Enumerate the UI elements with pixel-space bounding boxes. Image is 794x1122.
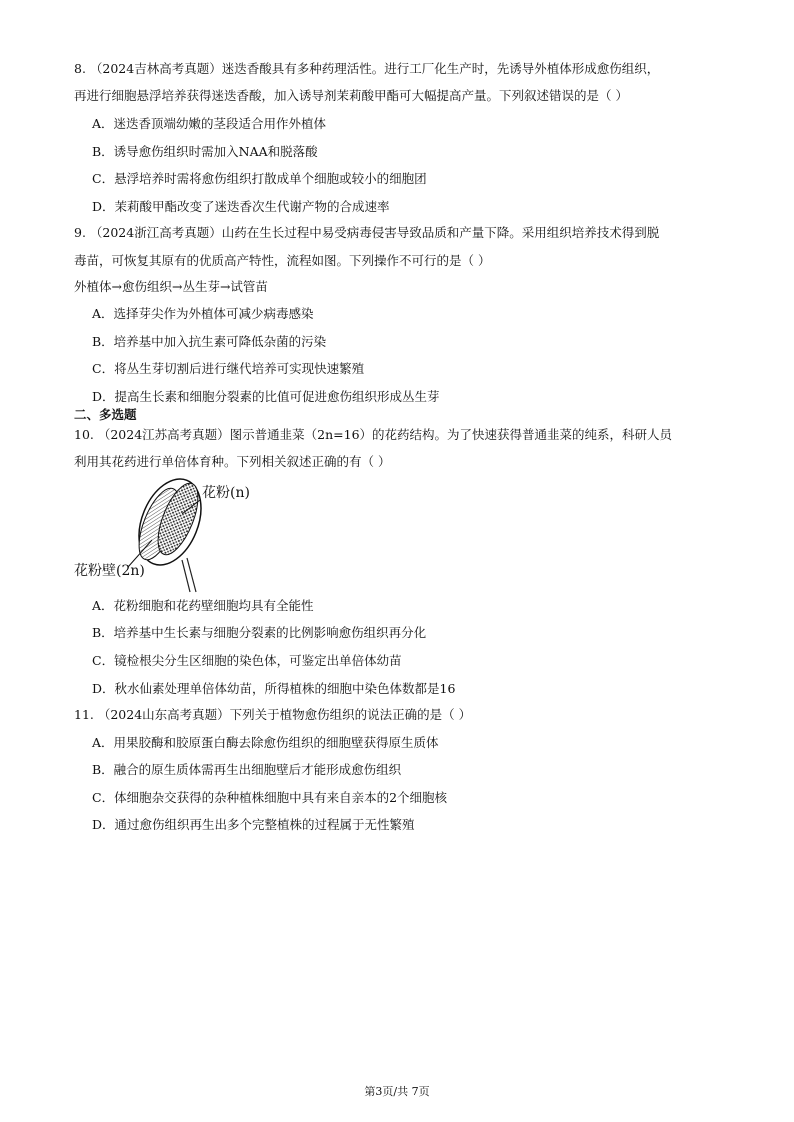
q10-option-b: B．培养基中生长素与细胞分裂素的比例影响愈伤组织再分化 [92, 625, 427, 640]
q11-stem: 11. （2024山东高考真题）下列关于植物愈伤组织的说法正确的是（ ） [74, 707, 472, 722]
q8-option-d: D．茉莉酸甲酯改变了迷迭香次生代谢产物的合成速率 [92, 199, 390, 214]
section-title: 二、多选题 [74, 407, 137, 422]
q10-stem-line1: 10. （2024江苏高考真题）图示普通韭菜（2n=16）的花药结构。为了快速获得普通韭菜的纯系，科研人员 [74, 427, 673, 442]
q9-option-c: C．将丛生芽切割后进行继代培养可实现快速繁殖 [92, 361, 365, 376]
q8-option-c: C．悬浮培养时需将愈伤组织打散成单个细胞或较小的细胞团 [92, 171, 427, 186]
q8-stem-line2: 再进行细胞悬浮培养获得迷迭香酸，加入诱导剂茉莉酸甲酯可大幅提高产量。下列叙述错误的是（ ） [74, 88, 628, 103]
q9-stem-line2: 毒苗，可恢复其原有的优质高产特性，流程如图。下列操作不可行的是（ ） [74, 253, 491, 268]
q8-stem-line1: 8. （2024吉林高考真题）迷迭香酸具有多种药理活性。进行工厂化生产时，先诱导外植体形成愈伤组织， [74, 61, 660, 76]
q11-option-b: B．融合的原生质体需再生出细胞壁后才能形成愈伤组织 [92, 762, 402, 777]
q8-option-b: B．诱导愈伤组织时需加入NAA和脱落酸 [92, 144, 318, 159]
anther-figure [70, 474, 270, 594]
pollen-label: 花粉(n) [202, 485, 250, 501]
q10-option-a: A．花粉细胞和花药壁细胞均具有全能性 [92, 598, 314, 613]
q9-stem-line1: 9. （2024浙江高考真题）山药在生长过程中易受病毒侵害导致品质和产量下降。采用组织培养技术得到脱 [74, 225, 660, 240]
q11-option-c: C．体细胞杂交获得的杂种植株细胞中具有来自亲本的2个细胞核 [92, 790, 448, 805]
anther-wall-label: 花粉壁(2n) [74, 563, 145, 579]
q11-option-a: A．用果胶酶和胶原蛋白酶去除愈伤组织的细胞壁获得原生质体 [92, 735, 439, 750]
q11-option-d: D．通过愈伤组织再生出多个完整植株的过程属于无性繁殖 [92, 817, 415, 832]
q10-stem-line2: 利用其花药进行单倍体育种。下列相关叙述正确的有（ ） [74, 454, 391, 469]
q10-option-d: D．秋水仙素处理单倍体幼苗，所得植株的细胞中染色体数都是16 [92, 681, 456, 696]
page-number: 第3页/共 7页 [364, 1085, 430, 1098]
q9-option-a: A．选择芽尖作为外植体可减少病毒感染 [92, 306, 314, 321]
q10-option-c: C．镜检根尖分生区细胞的染色体，可鉴定出单倍体幼苗 [92, 653, 402, 668]
q9-flowchart: 外植体→愈伤组织→丛生芽→试管苗 [74, 279, 268, 294]
q8-option-a: A．迷迭香顶端幼嫩的茎段适合用作外植体 [92, 116, 327, 131]
q9-option-d: D．提高生长素和细胞分裂素的比值可促进愈伤组织形成丛生芽 [92, 389, 440, 404]
q9-option-b: B．培养基中加入抗生素可降低杂菌的污染 [92, 334, 327, 349]
